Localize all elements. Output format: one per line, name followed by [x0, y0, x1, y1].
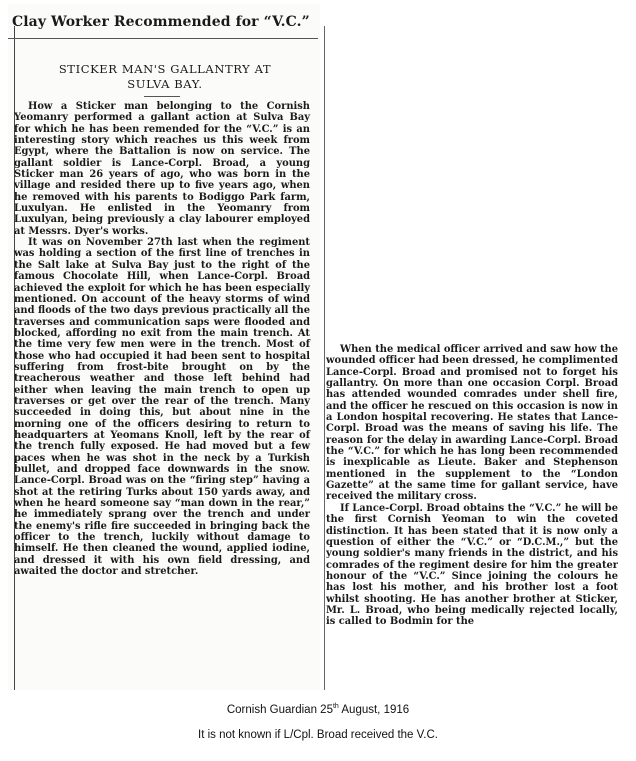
article-paragraph: It was on November 27th last when the regiment was holding a section of the first line of trenches in the Salt lake at Sulva Bay just to the right of the famous Chocolate Hill, when Lance-Corpl. Broad achieved the exploit for which he has been especially mentioned. On account of the heavy storms of wind and floods of the two days previous practically all the traverses and communication saps were flooded and blocked, affording no exit from the main trench. At the time very few men were in the trench. Most of those who had occupied it had been sent to hospital suffering from frost-bite brought on by the treacherous weather and those left behind had either when leaving the main trench to open up traverses or get over the rear of the trench. Many succeeded in doing this, but about nine in the morning one of the officers desiring to return to headquarters at Yeomans Knoll, left by the rear of the trench fully exposed. He had moved but a few paces when he was shot in the neck by a Turkish bullet, and dropped face downwards in the snow. Lance-Corpl. Broad was on the “firing step” having a shot at the retiring Turks about 150 yards away, and when he heard someone say “man down in the rear,” he immediately sprang over the trench and under the enemy's rifle fire succeeded in bringing back the officer to the trench, luckily without damage to himself. He then cleaned the wound, applied iodine, and dressed it with his own field dressing, and awaited the doctor and stretcher.	[14, 237, 310, 578]
source-caption-suffix: August, 1916	[338, 704, 410, 716]
article-paragraph: When the medical officer arrived and saw how the wounded officer had been dressed, he complimented Lance-Corpl. Broad and promised not to forget his gallantry. On more than one occasion Corpl. Broad has attended wounded comrades under shell fire, and the officer he rescued on this occasion is now in a London hospital recovering. He states that Lance-Corpl. Broad was the means of saving his life. The reason for the delay in awarding Lance-Corpl. Broad the “V.C.” for which he has long been recommended is inexplicable as Lieute. Baker and Stephenson mentioned in the supplement to the “London Gazette” at the same time for gallant service, have received the military cross.	[326, 344, 618, 503]
column-rule-right	[324, 26, 325, 690]
headline-rule	[8, 38, 318, 39]
article-column-1	[14, 101, 310, 577]
article-paragraph: If Lance-Corpl. Broad obtains the “V.C.” he will be the first Cornish Yeoman to win the coveted distinction. It has been stated that it is now only a question of either the “V.C.” or “D.C.M.,” but the young soldier's many friends in the district, and his comrades of the regiment desire for him the greater honour of the “V.C.” Since joining the colours he has lost his mother, and his brother lost a foot whilst shooting. He has another brother at Sticker, Mr. L. Broad, who being medically rejected locally, is called to Bodmin for the	[326, 502, 618, 628]
subhead-line-2: SULVA BAY.	[127, 77, 203, 91]
source-caption-sup: th	[332, 703, 339, 711]
note-caption: It is not known if L/Cpl. Broad received the V.C.	[198, 729, 438, 741]
subheadline	[20, 62, 310, 92]
subhead-line-1: STICKER MAN'S GALLANTRY AT	[58, 62, 272, 76]
subhead-rule	[144, 96, 180, 97]
source-caption	[0, 704, 636, 716]
article-column-2	[326, 344, 618, 656]
source-caption-prefix: Cornish Guardian 25	[226, 704, 333, 716]
headline: Clay Worker Recommended for “V.C.”	[12, 14, 310, 30]
article-paragraph: How a Sticker man belonging to the Cornish Yeomanry performed a gallant action at Sulva Bay for which he has been remended for the “V.C.” is an interesting story which reaches us this week from Egypt, where the Battalion is now on service. The gallant soldier is Lance-Corpl. Broad, a young Sticker man 26 years of ago, who was born in the village and resided there up to five years ago, when he removed with his parents to Bodiggo Park farm, Luxulyan. He enlisted in the Yeomanry from Luxulyan, being previously a clay labourer employed at Messrs. Dyer's works.	[14, 101, 310, 237]
